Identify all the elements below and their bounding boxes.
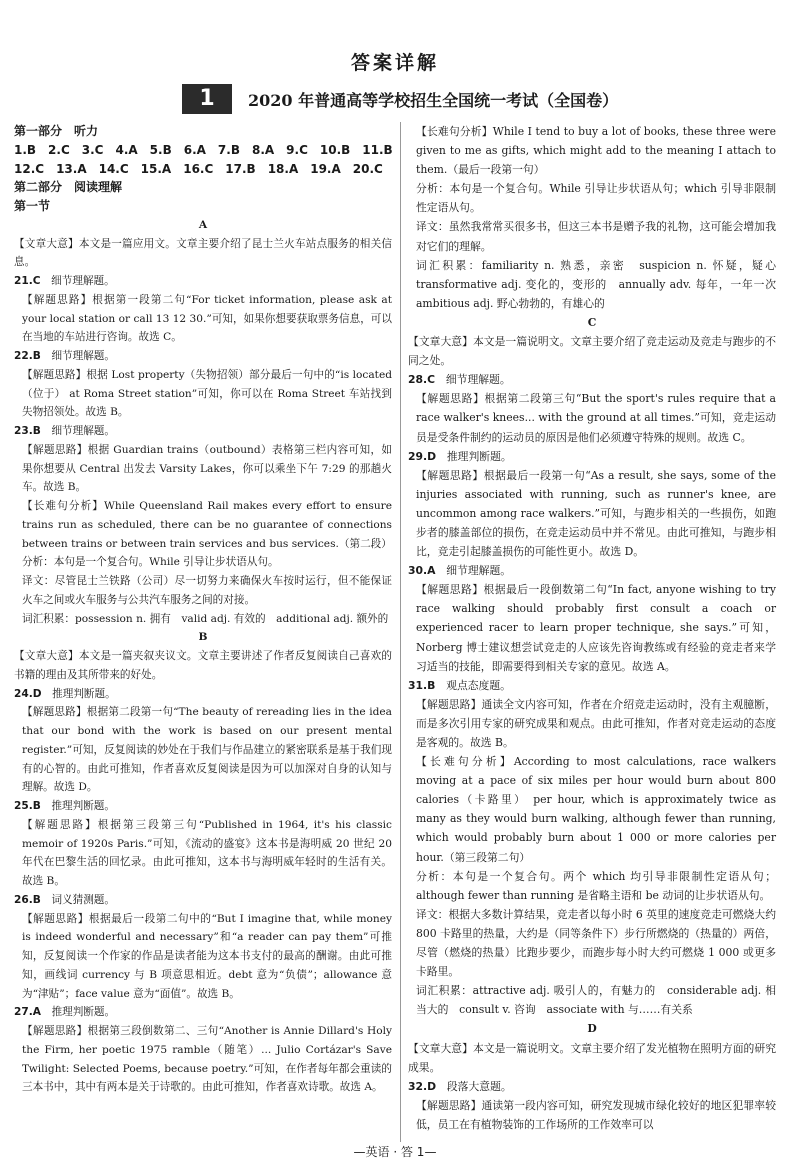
- solution-text: 【解题思路】根据第二段第三句“But the sport's rules require that a race walker's knees... with the ground at all times.”可知，竞走运动员是受条件制约的运动员的原因是他们必须遵守特殊的规则。故选 C。: [416, 392, 776, 444]
- translation-text: 译文：根据大多数计算结果，竞走者以每小时 6 英里的速度竞走可燃烧大约 800 卡路里的热量，大约是（同等条件下）步行所燃烧的（热量的）两倍，尽管（燃烧的热量）比跑步要少，而跑步每小时大约可燃烧 1 000 或更多卡路里。: [416, 907, 776, 979]
- solution-text: 【解题思路】根据最后一段倒数第二句“In fact, anyone wishing to try race walking should probably first consult a coach or experienced racer to learn proper technique, she says.”可知，Norberg 博士建议想尝试竞走的人应该先咨询教练或有经验的竞走者来学习适当的技能，即需要得到相关专家的意见。故选 A。: [416, 583, 776, 673]
- solution-text: 【解题思路】根据第一段第二句“For ticket information, please ask at your local station or call 13 12 30.”可知，如果你想要获取票务信息，可以在当地的车站进行咨询。故选 C。: [22, 293, 392, 344]
- solution-text: 【解题思路】根据第三段第三句“Published in 1964, it's his classic memoir of 1920s Paris.”可知，《流动的盛宴》这本书是海明威 20 世纪 20 年代在巴黎生活的回忆录。由此可推知，这本书与海明威年轻时的生活有关。故选 B。: [22, 818, 392, 887]
- answer-key-row: 12.C 13.A 14.C 15.A 16.C 17.B 18.A 19.A 20.C: [14, 161, 383, 176]
- answer-key-row: 1.B 2.C 3.C 4.A 5.B 6.A 7.B 8.A 9.C 10.B 11.B: [14, 142, 393, 157]
- passage-label: B: [198, 631, 208, 644]
- passage-summary: 【文章大意】本文是一篇夹叙夹议文。文章主要讲述了作者反复阅读自己喜欢的书籍的理由及其所带来的好处。: [14, 650, 392, 681]
- part-heading: 第一部分 听力: [14, 124, 99, 138]
- solution-text: 【解题思路】根据最后一段第二句中的“But I imagine that, while money is indeed wonderful and necessary”和“a reader can pay them”可推知，反复阅读一个作家的作品是读者能为这本书支付的最高的酬谢。由此可推知，画线词 currency 与 B 项意思相近。debt 意为“负债”；allowance 意为“津贴”；face value 意为“面值”。故选 B。: [22, 912, 392, 1000]
- long-sentence-analysis: 【长难句分析】While Queensland Rail makes every effort to ensure trains run as scheduled, there can be no guarantee of connections between trains or between train services and bus services.（第二段）: [22, 500, 392, 550]
- translation-text: 译文：虽然我常常买很多书，但这三本书是赠予我的礼物，这可能会增加我对它们的理解。: [416, 220, 776, 253]
- question-heading: 24.D 推理判断题。: [14, 687, 116, 700]
- right-column: [408, 122, 787, 1134]
- long-sentence-analysis: 【长难句分析】While I tend to buy a lot of books, these three were given to me as gifts, which might add to the meaning I attach to them.（最后一段第一句）: [416, 125, 776, 177]
- page-title: 答案详解: [350, 52, 439, 74]
- question-heading: 21.C 细节理解题。: [14, 275, 115, 287]
- question-heading: 23.B 细节理解题。: [14, 425, 115, 437]
- vocabulary-text: 词汇积累：familiarity n. 熟悉，亲密 suspicion n. 怀疑，疑心 transformative adj. 变化的，变形的 annually adv. 每年，一年一次 ambitious adj. 野心勃勃的，有雄心的: [416, 258, 787, 310]
- solution-text: 【解题思路】通读第一段内容可知，研究发现城市绿化较好的地区犯罪率较低，员工在有植物装饰的工作场所的工作效率可以: [416, 1098, 776, 1131]
- passage-summary: 【文章大意】本文是一篇应用文。文章主要介绍了昆士兰火车站点服务的相关信息。: [14, 237, 392, 269]
- column-divider: [400, 122, 401, 1142]
- solution-text: 【解题思路】根据 Guardian trains（outbound）表格第三栏内容可知，如果你想要从 Central 出发去 Varsity Lakes，你可以乘坐下午 7:29 的那趟火车。故选 B。: [22, 443, 392, 494]
- passage-summary: 【文章大意】本文是一篇说明文。文章主要介绍了发光植物在照明方面的研究成果。: [408, 1041, 776, 1074]
- exam-title: 2020 年普通高等学校招生全国统一考试（全国卷）: [248, 91, 619, 110]
- vocabulary-text: 词汇积累：possession n. 拥有 valid adj. 有效的 additional adj. 额外的: [22, 612, 389, 625]
- long-sentence-analysis: 【长难句分析】According to most calculations, race walkers moving at a pace of six miles per hour would burn about 800 calories（卡路里） per hour, which is approximately twice as many as they would burn walking, although fewer than running, which would probably burn about 1 000 or more calories per hour.（第三段第二句）: [416, 755, 776, 864]
- solution-text: 【解题思路】根据第二段第一句“The beauty of rereading lies in the idea that our bond with the work is based on our present mental register.”可知，反复阅读的妙处在于我们与作品建立的紧密联系是基于我们现有的心智的。由此可推知，作者喜欢反复阅读是因为可以加深对自身的认知与理解。故选 D。: [22, 706, 392, 794]
- analysis-text: 分析：本句是一个复合句。两个 which 均引导非限制性定语从句；although fewer than running 是省略主语和 be 动词的让步状语从句。: [416, 869, 776, 902]
- exam-header: [182, 84, 619, 114]
- question-heading: 22.B 细节理解题。: [14, 350, 115, 362]
- question-heading: 32.D 段落大意题。: [408, 1079, 512, 1093]
- question-heading: 27.A 推理判断题。: [14, 1006, 116, 1019]
- question-heading: 25.B 推理判断题。: [14, 800, 115, 812]
- exam-number-badge: 1: [182, 84, 232, 114]
- question-heading: 31.B 观点态度题。: [408, 678, 511, 692]
- question-heading: 28.C 细节理解题。: [408, 373, 511, 387]
- part-heading: 第二部分 阅读理解: [14, 180, 123, 195]
- question-heading: 30.A 细节理解题。: [408, 564, 512, 578]
- passage-summary: 【文章大意】本文是一篇说明文。文章主要介绍了竞走运动及竞走与跑步的不同之处。: [408, 335, 776, 368]
- question-heading: 26.B 词义猜测题。: [14, 893, 115, 906]
- vocabulary-text: 词汇积累：attractive adj. 吸引人的，有魅力的 considerable adj. 相当大的 consult v. 咨询 associate with 与……有关系: [416, 984, 776, 1017]
- solution-text: 【解题思路】通读全文内容可知，作者在介绍竞走运动时，没有主观臆断，而是多次引用专家的研究成果和观点。由此可推知，作者对竞走运动的态度是客观的。故选 B。: [416, 697, 776, 749]
- translation-text: 译文：尽管昆士兰铁路（公司）尽一切努力来确保火车按时运行，但不能保证火车之间或火车服务与公共汽车服务之间的对接。: [22, 575, 392, 606]
- analysis-text: 分析：本句是一个复合句。While 引导让步状语从句。: [22, 556, 279, 569]
- passage-label: C: [587, 315, 597, 329]
- section-heading: 第一节: [14, 199, 51, 213]
- question-heading: 29.D 推理判断题。: [408, 449, 512, 463]
- passage-label: D: [587, 1022, 597, 1036]
- solution-text: 【解题思路】根据 Lost property（失物招领）部分最后一句中的“is located（位于） at Roma Street station”可知，你可以在 Roma Street 车站找到失物招领处。故选 B。: [22, 368, 392, 419]
- analysis-text: 分析：本句是一个复合句。While 引导让步状语从句；which 引导非限制性定语从句。: [416, 182, 776, 215]
- left-column: [14, 122, 392, 1097]
- page-footer: —英语 · 答 1—: [353, 1145, 437, 1159]
- passage-label: A: [198, 218, 208, 231]
- solution-text: 【解题思路】根据最后一段第一句“As a result, she says, some of the injuries associated with running, such as runner's knee, are uncommon among race walkers.”可知，与跑步相关的一些损伤，如跑步者的膝盖部位的损伤，在竞走运动员中并不常见。由此可推知，与跑步相比，竞走引起膝盖损伤的可能性更小。故选 D。: [416, 468, 776, 559]
- solution-text: 【解题思路】根据第三段倒数第二、三句“Another is Annie Dillard's Holy the Firm, her poetic 1975 ramble（随笔）... Julio Cortázar's Save Twilight: Selected Poems, because poetry.”可知，在作者每年都会重读的三本书中，其中有两本是关于诗歌的。由此可推知，作者喜欢诗歌。故选 A。: [22, 1025, 392, 1094]
